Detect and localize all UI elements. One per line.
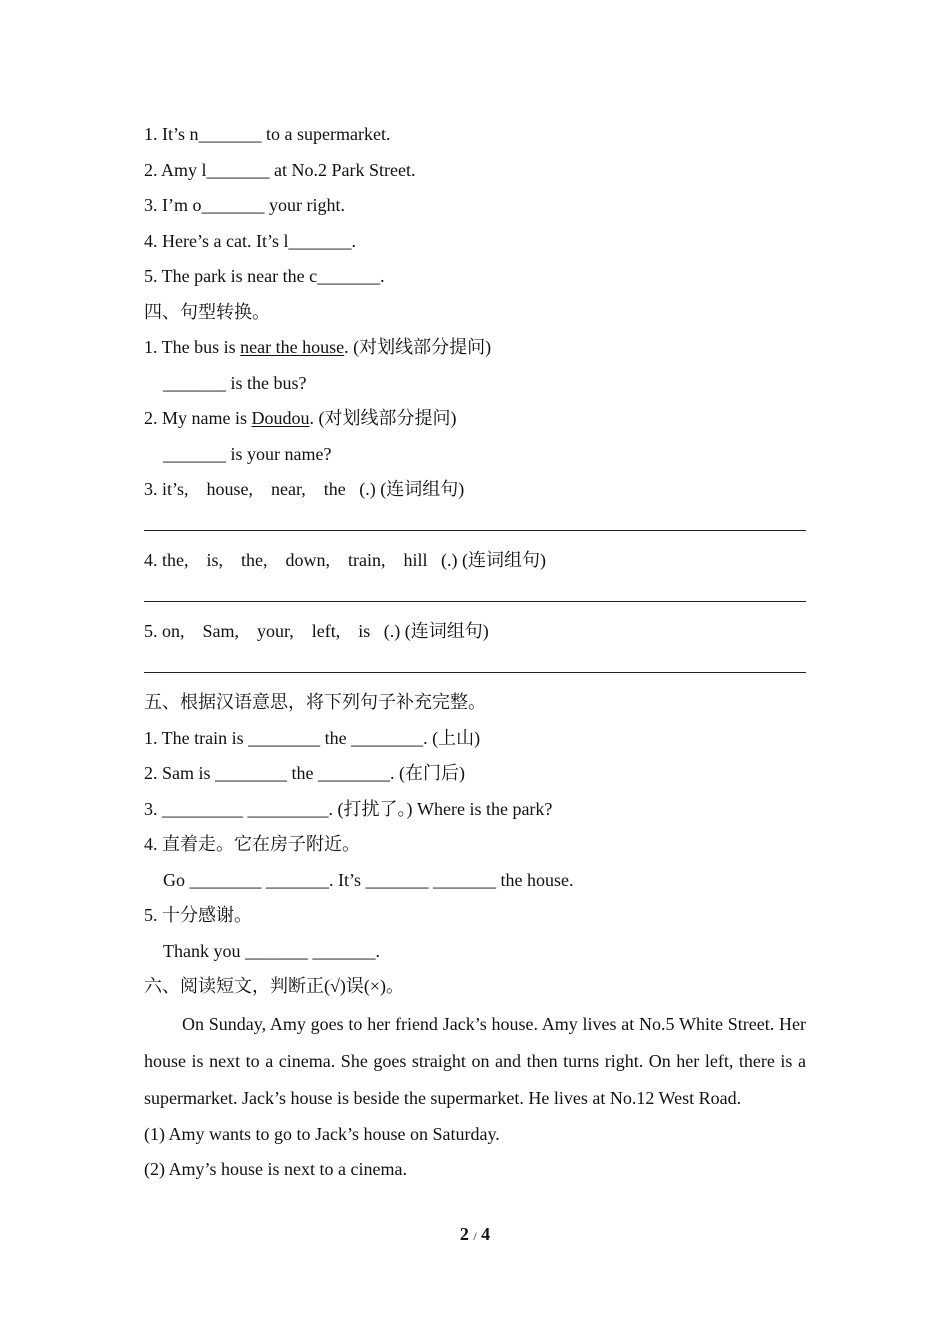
answer-line-4	[144, 579, 806, 615]
section4-title: 四、句型转换。	[144, 301, 270, 322]
current-page: 2	[459, 1224, 469, 1244]
section6-question-2: (2) Amy’s house is next to a cinema.	[144, 1159, 407, 1179]
section4-answer-1: _______ is the bus?	[163, 372, 307, 393]
q1-text-after: . (对划线部分提问)	[344, 337, 492, 357]
section6-title: 六、阅读短文，判断正(√)误(×)。	[144, 976, 405, 996]
answer-line-3	[144, 508, 806, 544]
page-separator: /	[473, 1229, 477, 1243]
q2-text-after: . (对划线部分提问)	[309, 408, 457, 428]
section5-question-2: 2. Sam is ________ the ________. (在门后)	[144, 763, 465, 783]
reading-passage: On Sunday, Amy goes to her friend Jack’s house. Amy lives at No.5 White Street. Her house is next to a cinema. She goes straight on and then turns right. On her left, there is a supermarket. Jack’s house is beside the supermarket. He lives at No.12 West Road.	[144, 1013, 806, 1108]
section3-item-3: 3. I’m o_______ your right.	[144, 195, 345, 215]
section5-answer-5: Thank you _______ _______.	[163, 940, 380, 961]
section5-question-4: 4. 直着走。它在房子附近。	[144, 834, 360, 854]
answer-line-5	[144, 650, 806, 686]
section4-question-1	[144, 330, 806, 366]
q2-text-before: 2. My name is	[144, 408, 252, 428]
section3-item-4: 4. Here’s a cat. It’s l_______.	[144, 230, 356, 251]
section5-question-3: 3. _________ _________. (打扰了。) Where is the park?	[144, 798, 553, 819]
section5-question-1: 1. The train is ________ the ________. (上山)	[144, 727, 481, 748]
section4-answer-2: _______ is your name?	[163, 443, 332, 464]
total-pages: 4	[481, 1224, 491, 1244]
section5-title: 五、根据汉语意思，将下列句子补充完整。	[144, 692, 486, 712]
section5-question-5: 5. 十分感谢。	[144, 905, 252, 925]
worksheet-content	[144, 117, 806, 1188]
q1-text-before: 1. The bus is	[144, 337, 241, 357]
q1-underlined-phrase: near the house	[240, 337, 345, 357]
page-number	[0, 1224, 950, 1245]
q2-underlined-phrase: Doudou	[251, 408, 310, 428]
section3-item-1: 1. It’s n_______ to a supermarket.	[144, 124, 391, 144]
section5-answer-4: Go ________ _______. It’s _______ _______ the house.	[163, 869, 574, 890]
section3-item-2: 2. Amy l_______ at No.2 Park Street.	[144, 159, 416, 180]
section4-question-4: 4. the, is, the, down, train, hill (.) (连词组句)	[144, 550, 546, 570]
section4-question-5: 5. on, Sam, your, left, is (.) (连词组句)	[144, 621, 489, 641]
section4-question-2	[144, 401, 806, 437]
section3-item-5: 5. The park is near the c_______.	[144, 266, 385, 286]
section4-question-3: 3. it’s, house, near, the (.) (连词组句)	[144, 479, 465, 499]
section6-question-1: (1) Amy wants to go to Jack’s house on Saturday.	[144, 1123, 500, 1144]
